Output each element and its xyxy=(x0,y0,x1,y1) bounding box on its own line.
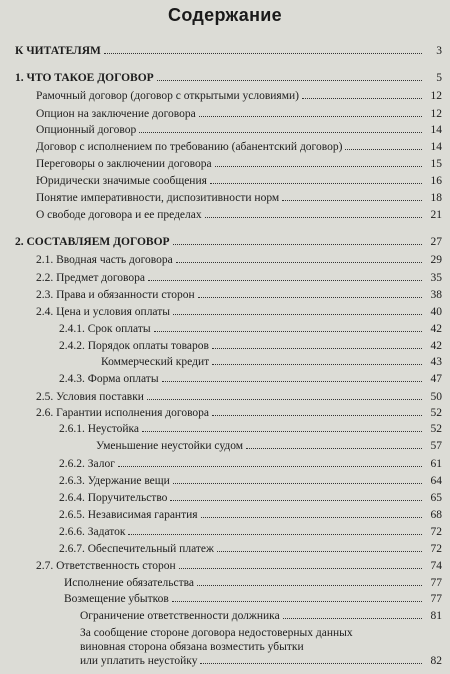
toc-entry-text-line: За сообщение стороне договора недостоверных данных xyxy=(80,627,353,639)
toc-entry-text: или уплатить неустойку xyxy=(80,655,198,667)
toc-entry xyxy=(59,322,442,336)
dot-leader xyxy=(172,601,422,602)
toc-entry-text: 2.6.6. Задаток xyxy=(59,526,126,538)
dot-leader xyxy=(198,297,422,298)
toc-entry-page: 52 xyxy=(430,407,442,419)
toc-entry-text: Переговоры о заключении договора xyxy=(36,158,212,170)
toc-entry xyxy=(59,339,442,353)
toc-entry xyxy=(36,157,442,171)
dot-leader xyxy=(201,517,422,518)
toc-entry-text: 2.6.3. Удержание вещи xyxy=(59,475,170,487)
dot-leader xyxy=(128,534,422,535)
dot-leader xyxy=(157,80,422,81)
dot-leader xyxy=(170,500,422,501)
toc-entry-page: 42 xyxy=(430,340,442,352)
toc-entry-text-line: виновная сторона обязана возместить убытки xyxy=(80,641,304,653)
dot-leader xyxy=(197,585,422,586)
toc-entry xyxy=(96,439,442,453)
toc-title: Содержание xyxy=(168,5,282,25)
toc-entry xyxy=(36,288,442,302)
toc-entry xyxy=(36,107,442,121)
toc-entry-text: Опционный договор xyxy=(36,124,137,136)
toc-entry-text: 2.6.1. Неустойка xyxy=(59,423,140,435)
dot-leader xyxy=(282,200,422,201)
toc-entry-text: 2.6.5. Независимая гарантия xyxy=(59,509,198,521)
toc-entry xyxy=(36,559,442,573)
toc-entry xyxy=(59,491,442,505)
toc-entry-page: 64 xyxy=(430,475,442,487)
toc-entry-text: Юридически значимые сообщения xyxy=(36,175,207,187)
toc-entry-text: 1. ЧТО ТАКОЕ ДОГОВОР xyxy=(15,72,154,84)
toc-entry-page: 3 xyxy=(436,45,442,57)
toc-entry xyxy=(36,123,442,137)
dot-leader xyxy=(173,314,422,315)
toc-entry xyxy=(59,457,442,471)
toc-entry-text: 2.2. Предмет договора xyxy=(36,272,146,284)
toc-entry-text: 2.6.7. Обеспечительный платеж xyxy=(59,543,214,555)
toc-entry-text: 2.3. Права и обязанности сторон xyxy=(36,289,195,301)
dot-leader xyxy=(148,280,422,281)
toc-entry-text: Рамочный договор (договор с открытыми условиями) xyxy=(36,90,299,102)
toc-entry xyxy=(36,140,442,154)
dot-leader xyxy=(147,399,422,400)
toc-entry-page: 35 xyxy=(430,272,442,284)
toc-entry-page: 72 xyxy=(430,543,442,555)
toc-entry-text: 2.6. Гарантии исполнения договора xyxy=(36,407,210,419)
toc-entry xyxy=(101,355,442,369)
toc-entry-text: Коммерческий кредит xyxy=(101,356,210,368)
toc-entry-page: 38 xyxy=(430,289,442,301)
toc-entry-text: 2.4.2. Порядок оплаты товаров xyxy=(59,340,209,352)
dot-leader xyxy=(302,98,422,99)
toc-entry-page: 77 xyxy=(430,593,442,605)
toc-entry-text: Уменьшение неустойки судом xyxy=(96,440,244,452)
toc-entry-page: 72 xyxy=(430,526,442,538)
toc-entry-text: 2.4.3. Форма оплаты xyxy=(59,373,159,385)
toc-entry-page: 29 xyxy=(430,254,442,266)
toc-entry-page: 18 xyxy=(430,192,442,204)
toc-entry-page: 61 xyxy=(430,458,442,470)
toc-entry xyxy=(59,542,442,556)
toc-entry xyxy=(59,474,442,488)
toc-entry-page: 42 xyxy=(430,323,442,335)
toc-entry xyxy=(59,372,442,386)
toc-entry-text: 2.6.2. Залог xyxy=(59,458,115,470)
toc-entry xyxy=(36,174,442,188)
toc-entry-page: 14 xyxy=(430,141,442,153)
toc-entry-text: Понятие императивности, диспозитивности норм xyxy=(36,192,280,204)
toc-entry xyxy=(59,525,442,539)
toc-entry-text: Возмещение убытков xyxy=(64,593,169,605)
toc-entry xyxy=(15,44,442,58)
toc-entry-text: 2.4.1. Срок оплаты xyxy=(59,323,151,335)
dot-leader xyxy=(210,183,422,184)
toc-entry-page: 74 xyxy=(430,560,442,572)
dot-leader xyxy=(246,448,422,449)
toc-entry-page: 5 xyxy=(436,72,442,84)
toc-entry-page: 21 xyxy=(430,209,442,221)
toc-entry xyxy=(59,508,442,522)
dot-leader xyxy=(212,348,422,349)
toc-entry-text: 2.1. Вводная часть договора xyxy=(36,254,173,266)
dot-leader xyxy=(283,618,422,619)
toc-entry-text: К ЧИТАТЕЛЯМ xyxy=(15,45,101,57)
toc-entry xyxy=(36,191,442,205)
toc-entry-text: 2. СОСТАВЛЯЕМ ДОГОВОР xyxy=(15,236,170,248)
dot-leader xyxy=(212,415,422,416)
dot-leader xyxy=(217,551,422,552)
toc-entry-page: 50 xyxy=(430,391,442,403)
toc-entry-text: 2.5. Условия поставки xyxy=(36,391,144,403)
toc-entry-page: 77 xyxy=(430,577,442,589)
toc-entry-page: 27 xyxy=(430,236,442,248)
toc-entry xyxy=(36,305,442,319)
toc-entry-page: 81 xyxy=(430,610,442,622)
toc-entry-text: 2.7. Ответственность сторон xyxy=(36,560,176,572)
dot-leader xyxy=(104,53,422,54)
toc-entry-page: 52 xyxy=(430,423,442,435)
toc-entry-page: 40 xyxy=(430,306,442,318)
toc-entry-page: 12 xyxy=(430,108,442,120)
toc-entry-page: 57 xyxy=(430,440,442,452)
toc-entry-page: 68 xyxy=(430,509,442,521)
toc-entry-text: 2.4. Цена и условия оплаты xyxy=(36,306,170,318)
toc-entry-page: 14 xyxy=(430,124,442,136)
toc-entry xyxy=(36,271,442,285)
dot-leader xyxy=(142,431,422,432)
dot-leader xyxy=(200,663,422,664)
dot-leader xyxy=(205,217,422,218)
dot-leader xyxy=(173,483,422,484)
toc-entry-page: 16 xyxy=(430,175,442,187)
toc-entry xyxy=(36,89,442,103)
toc-entry xyxy=(80,609,442,623)
dot-leader xyxy=(139,132,422,133)
dot-leader xyxy=(179,568,422,569)
toc-entry-text: Опцион на заключение договора xyxy=(36,108,196,120)
toc-entry-text: О свободе договора и ее пределах xyxy=(36,209,202,221)
dot-leader xyxy=(199,116,422,117)
toc-entry xyxy=(15,71,442,85)
toc-entry xyxy=(59,422,442,436)
toc-entry-multiline xyxy=(80,626,353,654)
toc-entry xyxy=(36,208,442,222)
toc-entry xyxy=(80,654,442,668)
dot-leader xyxy=(345,149,422,150)
toc-entry xyxy=(36,390,442,404)
dot-leader xyxy=(212,364,422,365)
dot-leader xyxy=(176,262,422,263)
dot-leader xyxy=(162,381,422,382)
toc-entry xyxy=(15,235,442,249)
toc-entry-page: 65 xyxy=(430,492,442,504)
toc-entry xyxy=(64,576,442,590)
toc-entry-text: Договор с исполнением по требованию (абанентский договор) xyxy=(36,141,343,153)
toc-entry-page: 12 xyxy=(430,90,442,102)
dot-leader xyxy=(154,331,422,332)
dot-leader xyxy=(173,244,422,245)
dot-leader xyxy=(118,466,422,467)
toc-entry-text: Ограничение ответственности должника xyxy=(80,610,280,622)
toc-entry xyxy=(64,592,442,606)
toc-entry-page: 82 xyxy=(430,655,442,667)
toc-entry-page: 47 xyxy=(430,373,442,385)
toc-entry-text: Исполнение обязательства xyxy=(64,577,195,589)
toc-entry xyxy=(36,253,442,267)
toc-entry-text: 2.6.4. Поручительство xyxy=(59,492,168,504)
toc-entry-page: 43 xyxy=(430,356,442,368)
dot-leader xyxy=(215,166,422,167)
toc-entry-page: 15 xyxy=(430,158,442,170)
toc-entry xyxy=(36,406,442,420)
